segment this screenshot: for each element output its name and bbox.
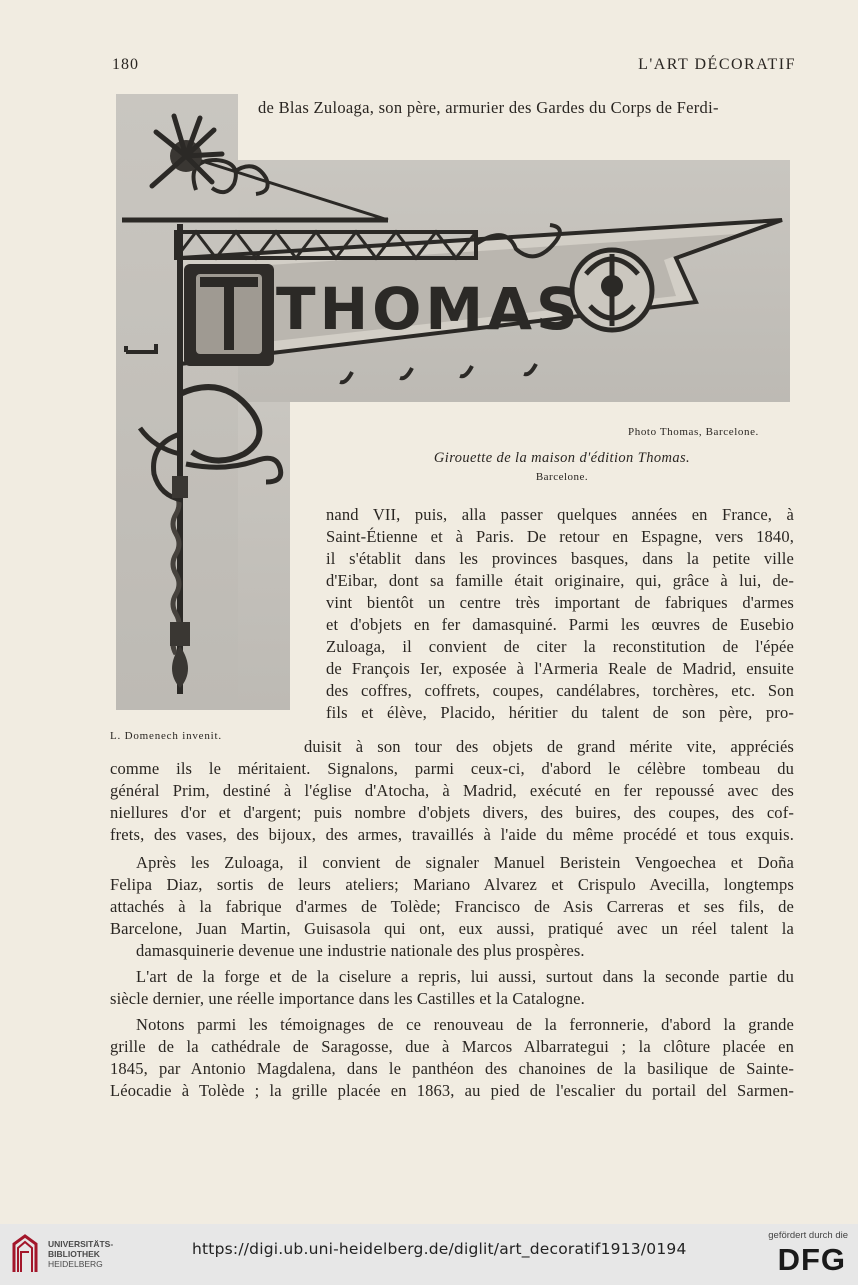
body-line: damasquinerie devenue une industrie nationale des plus prospères. [136, 941, 585, 960]
body-line: siècle dernier, une réelle importance dans les Castilles et la Catalogne. [110, 989, 585, 1008]
library-name-line: HEIDELBERG [48, 1259, 103, 1269]
artist-credit: L. Domenech invenit. [110, 730, 222, 742]
permalink-url[interactable]: https://digi.ub.uni-heidelberg.de/diglit/art_decoratif1913/0194 [192, 1240, 687, 1258]
body-line: comme ils le méritaient. Signalons, parmi ceux-ci, d'abord le célèbre tombeau du [110, 759, 794, 778]
page-number: 180 [112, 56, 139, 73]
photo-credit: Photo Thomas, Barcelone. [628, 426, 759, 438]
body-line: niellures d'or et d'argent; puis nombre d'objets divers, des buires, des coupes, des cof- [110, 803, 794, 822]
body-line: des coffres, coffrets, coupes, candélabres, torchères, etc. Son [326, 681, 794, 700]
body-line: il s'établit dans les provinces basques, dans la petite ville [326, 549, 794, 568]
body-line: frets, des vases, des bijoux, des armes, travaillés à l'aide du même procédé et tous exquis. [110, 825, 794, 844]
body-line: de François Ier, exposée à l'Armeria Reale de Madrid, ensuite [326, 659, 794, 678]
running-title: L'ART DÉCORATIF [638, 56, 796, 73]
university-library-logo-icon[interactable] [10, 1232, 40, 1276]
body-line: L'art de la forge et de la ciselure a repris, lui aussi, surtout dans la seconde partie du [136, 967, 794, 986]
body-line: Felipa Diaz, sortis de leurs ateliers; Mariano Alvarez et Crispulo Avecilla, longtemps [110, 875, 794, 894]
body-line: Saint-Étienne et à Paris. De retour en Espagne, vers 1840, [326, 527, 794, 546]
figure-caption-location: Barcelone. [535, 471, 589, 483]
library-name-line: UNIVERSITÄTS- [48, 1239, 114, 1249]
body-line: général Prim, destiné à l'église d'Atocha, à Madrid, exécuté en fer repoussé avec des [110, 781, 794, 800]
library-name-line: BIBLIOTHEK [48, 1249, 100, 1259]
body-line: et d'objets en fer damasquiné. Parmi les œuvres de Eusebio [326, 615, 794, 634]
sign-lettering: THOMAS [276, 275, 582, 343]
body-line: attachés à la fabrique d'armes de Tolède; Francisco de Asis Carreras et ses fils, de [110, 897, 794, 916]
funded-by-label: gefördert durch die [768, 1230, 848, 1241]
body-line: Notons parmi les témoignages de ce renouveau de la ferronnerie, d'abord la grande [136, 1015, 794, 1034]
body-line: Léocadie à Tolède ; la grille placée en 1863, au pied de l'escalier du portail del Sarmen- [110, 1081, 794, 1100]
body-line: d'Eibar, dont sa famille était originaire, qui, grâce à lui, de- [326, 571, 794, 590]
body-line: Après les Zuloaga, il convient de signaler Manuel Beristein Vengoechea et Doña [136, 853, 794, 872]
body-line: nand VII, puis, alla passer quelques années en France, à [326, 505, 794, 524]
body-line: grille de la cathédrale de Saragosse, due à Marcos Albarrategui ; la clôture placée en [110, 1037, 794, 1056]
viewer-footer [0, 1224, 858, 1285]
dfg-logo[interactable]: DFG [777, 1242, 846, 1277]
body-line: 1845, par Antonio Magdalena, dans le panthéon des chanoines de la basilique de Sainte- [110, 1059, 794, 1078]
body-line: duisit à son tour des objets de grand mérite vite, appréciés [304, 737, 794, 756]
body-line: Zuloaga, il convient de citer la reconstitution de l'épée [326, 637, 794, 656]
library-name[interactable] [48, 1239, 113, 1269]
body-line: Barcelone, Juan Martin, Guisasola qui ont, eux aussi, pratiqué avec un réel talent la [110, 919, 794, 938]
figure-caption: Girouette de la maison d'édition Thomas. [433, 450, 691, 466]
body-line-lead: de Blas Zuloaga, son père, armurier des Gardes du Corps de Ferdi- [258, 98, 719, 117]
body-line: fils et élève, Placido, héritier du talent de son père, pro- [326, 703, 794, 722]
body-line: vint bientôt un centre très important de fabriques d'armes [326, 593, 794, 612]
